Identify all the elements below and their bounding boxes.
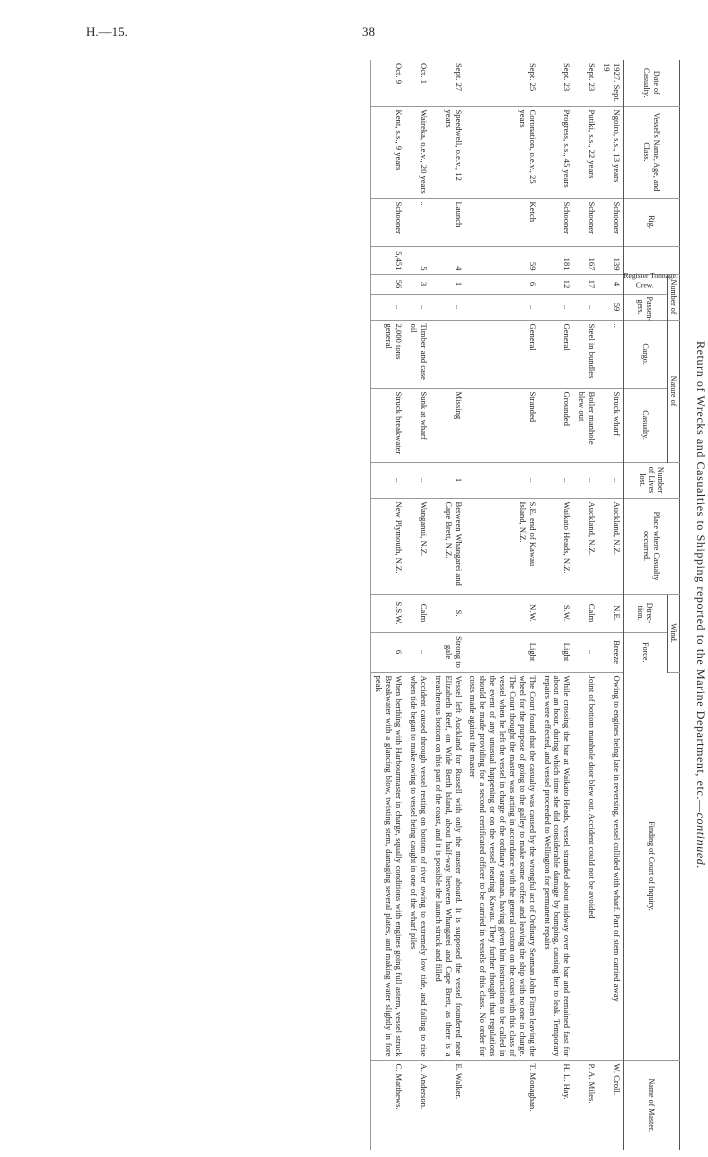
table-row xyxy=(370,60,405,1150)
cell-master: P. A. Miles. xyxy=(587,1063,598,1104)
cell-place: Waikato Heads, N.Z. xyxy=(539,498,574,594)
cell-tonnage: 4 xyxy=(430,246,465,274)
cell-force: .. xyxy=(405,632,430,672)
cell-casualty: Missing xyxy=(430,388,465,462)
cell-casualty: Boiler manhole blew out xyxy=(573,388,598,462)
cell-crew: 12 xyxy=(539,274,574,294)
cell-cargo: Steel in bundles xyxy=(573,320,598,388)
cell-passengers: 59 xyxy=(598,294,623,320)
cell-crew: 56 xyxy=(370,274,405,294)
cell-place: New Plymouth, N.Z. xyxy=(370,498,405,594)
cell-direction: S.W. xyxy=(539,594,574,632)
cell-force: 6 xyxy=(370,632,405,672)
table-row xyxy=(405,60,430,1150)
cell-place: Between Whangarei and Cape Brett, N.Z. xyxy=(430,498,465,594)
cell-rig: Schooner xyxy=(539,198,574,246)
cell-tonnage: 5,451 xyxy=(370,246,405,274)
cell-force: Strong to gale xyxy=(430,632,465,672)
cell-rig: Launch xyxy=(430,198,465,246)
cell-casualty: Grounded xyxy=(539,388,574,462)
cell-passengers: .. xyxy=(465,294,539,320)
cell-finding: Accident caused through vessel resting on bottom of river owing to extremely low tide, and failing to rise when tide began to make owing to vessel being caught in one of the wharf piles xyxy=(405,672,430,1060)
cell-cargo: 2,000 tons general xyxy=(370,320,405,388)
cell-direction: Calm xyxy=(405,594,430,632)
cell-date: Sept. 23 xyxy=(539,60,574,106)
cell-finding: Owing to engines being late in reversing, vessel collided with wharf. Part of stem carried away xyxy=(598,672,623,1060)
cell-passengers: .. xyxy=(370,294,405,320)
table-title xyxy=(693,60,708,1150)
cell-cargo xyxy=(430,320,465,388)
cell-direction: N.W. xyxy=(465,594,539,632)
cell-tonnage: 59 xyxy=(465,246,539,274)
cell-master: A. Anderson. xyxy=(418,1063,429,1110)
col-nature-of: Nature of xyxy=(667,320,679,462)
cell-direction: S.S.W. xyxy=(370,594,405,632)
col-vessel: Vessel's Name, Age, and Class. xyxy=(623,106,679,198)
cell-cargo: General xyxy=(539,320,574,388)
cell-direction: Calm xyxy=(573,594,598,632)
cell-lives: .. xyxy=(598,462,623,498)
page-number: 38 xyxy=(362,24,375,39)
cell-cargo: Timber and case oil xyxy=(405,320,430,388)
cell-casualty: Stranded xyxy=(465,388,539,462)
cell-master: C. Matthews. xyxy=(370,1060,405,1150)
table-row xyxy=(598,60,623,1150)
cell-crew: 6 xyxy=(465,274,539,294)
table-row xyxy=(430,60,465,1150)
cell-place: Auckland, N.Z. xyxy=(598,498,623,594)
col-number-of: Number of xyxy=(667,274,679,320)
cell-vessel: Putiki, s.s., 22 years xyxy=(573,106,598,198)
col-wind: Wind. xyxy=(667,594,679,672)
cell-casualty: Struck wharf xyxy=(598,388,623,462)
cell-crew: 1 xyxy=(430,274,465,294)
cell-crew: 4 xyxy=(598,274,623,294)
cell-tonnage: 5 xyxy=(405,246,430,274)
cell-date: Oct. 1 xyxy=(405,60,430,106)
cell-vessel: Speedwell, o.e.v., 12 years xyxy=(430,106,465,198)
cell-passengers: .. xyxy=(405,294,430,320)
cell-master: T. Monaghan. xyxy=(527,1063,538,1112)
table-title-main: Return of Wrecks and Casualties to Shipping reported to the Marine Department, etc.— xyxy=(694,341,708,813)
cell-finding: Joint of bottom manhole door blew out. Accident could not be avoided xyxy=(573,672,598,1060)
cell-direction: N.E. xyxy=(598,594,623,632)
cell-master: H. L. Hay. xyxy=(562,1063,573,1100)
cell-force: Breeze xyxy=(598,632,623,672)
cell-passengers: .. xyxy=(573,294,598,320)
cell-lives: .. xyxy=(405,462,430,498)
cell-master: W. Croll. xyxy=(611,1063,622,1095)
col-casualty: Casualty. xyxy=(623,388,667,462)
cell-vessel: Kent, s.s., 9 years xyxy=(370,106,405,198)
col-rig: Rig. xyxy=(623,198,679,246)
cell-rig: .. xyxy=(405,198,430,246)
cell-rig: Schooner xyxy=(598,198,623,246)
cell-finding: While crossing the bar at Waikato Heads, vessel stranded about midway over the bar and remained fast for about an hour, during which time she did considerable damage by bumping, causing her to leak. Temporary repairs were effected, and vessel proceeded to Wellington for permanent repairs xyxy=(539,672,574,1060)
cell-cargo: .. xyxy=(598,320,623,388)
cell-date: Sept. 25 xyxy=(465,60,539,106)
cell-finding: Vessel left Auckland for Russell with only the master aboard. It is supposed the vessel foundered near Elizabeth Reef, on Wide Berth Island, about half-way between Whangarei and Cape Brett, as there is a treacherous bottom on this part of the coast, and it is possible the launch struck and filled xyxy=(430,672,465,1060)
table-row xyxy=(539,60,574,1150)
cell-master: E. Walker. xyxy=(453,1063,464,1100)
cell-lives: .. xyxy=(573,462,598,498)
col-lives: Number of Lives lost. xyxy=(623,462,679,498)
cell-crew: 17 xyxy=(573,274,598,294)
col-finding: Finding of Court of Inquiry. xyxy=(623,672,679,1060)
cell-casualty: Sunk at wharf xyxy=(405,388,430,462)
cell-crew: 3 xyxy=(405,274,430,294)
cell-place: Wanganui, N.Z. xyxy=(405,498,430,594)
table-row xyxy=(573,60,598,1150)
cell-passengers: .. xyxy=(539,294,574,320)
col-place: Place where Casualty occurred. xyxy=(623,498,679,594)
cell-tonnage: 167 xyxy=(573,246,598,274)
col-master: Name of Master. xyxy=(623,1060,679,1150)
cell-place: Auckland, N.Z. xyxy=(573,498,598,594)
cell-rig: Schooner xyxy=(573,198,598,246)
cell-vessel: Ngoiro, s.s., 13 years xyxy=(598,106,623,198)
cell-rig: Ketch xyxy=(465,198,539,246)
col-tonnage xyxy=(623,246,679,280)
cell-date: Sept. 27 xyxy=(430,60,465,106)
cell-direction: S. xyxy=(430,594,465,632)
col-force: Force. xyxy=(623,632,667,672)
table-row xyxy=(465,60,539,1150)
col-date: Date of Casualty. xyxy=(623,60,679,106)
cell-cargo: General xyxy=(465,320,539,388)
cell-casualty: Struck breakwater xyxy=(370,388,405,462)
cell-lives: .. xyxy=(539,462,574,498)
cell-vessel: Progress, s.s., 45 years xyxy=(539,106,574,198)
cell-lives: 1 xyxy=(430,462,465,498)
cell-force: Light xyxy=(539,632,574,672)
cell-place: S.E. end of Kawau Island, N.Z. xyxy=(465,498,539,594)
cell-finding: When berthing with Harbourmaster in charge, squally conditions with engines going full astern, vessel struck Breakwater with a glancing blow, twisting stem, damaging several plates, and making water slightly in fore peak xyxy=(370,672,405,1060)
page-header-ref: H.—15. xyxy=(86,24,128,39)
cell-rig: Schooner xyxy=(370,198,405,246)
cell-lives: .. xyxy=(370,462,405,498)
cell-finding: The Court found that the casualty was caused by the wrongful act of Ordinary Seaman John Fitten leaving the wheel for the purpose of going to the galley to make some coffee and leaving the ship with no one in charge. The Court thought the master was acting in accordance with the general custom on the coast with this class of vessel when he left the vessel in charge of the ordinary seaman, having given him instructions to be called in the event of any unusual happening or on the vessel nearing Kawau. They further thought that regulations should be made providing for a second certificated officer to be carried in vessels of this class. No order for costs made against the master xyxy=(465,672,539,1060)
cell-vessel: Waireka, o.e.v., 20 years xyxy=(405,106,430,198)
cell-vessel: Coronation, o.e.v., 25 years xyxy=(465,106,539,198)
cell-force: Light xyxy=(465,632,539,672)
col-passengers: Passen-gers. xyxy=(623,294,667,320)
col-tonnage-label: Register Tonnage. xyxy=(623,270,679,280)
table-title-cont: continued. xyxy=(694,812,708,869)
cell-force: .. xyxy=(573,632,598,672)
cell-lives: .. xyxy=(465,462,539,498)
rotated-page xyxy=(80,60,708,1150)
cell-tonnage: 181 xyxy=(539,246,574,274)
col-direction: Direc-tion. xyxy=(623,594,667,632)
col-crew-label: Crew. xyxy=(635,280,654,290)
col-cargo: Cargo. xyxy=(623,320,667,388)
casualty-table xyxy=(370,60,680,1150)
cell-tonnage: 139 xyxy=(598,246,623,274)
cell-date: 1927. Sept. 19 xyxy=(598,60,623,106)
cell-passengers: .. xyxy=(430,294,465,320)
cell-date: Oct. 9 xyxy=(370,60,405,106)
cell-date: Sept. 23 xyxy=(573,60,598,106)
